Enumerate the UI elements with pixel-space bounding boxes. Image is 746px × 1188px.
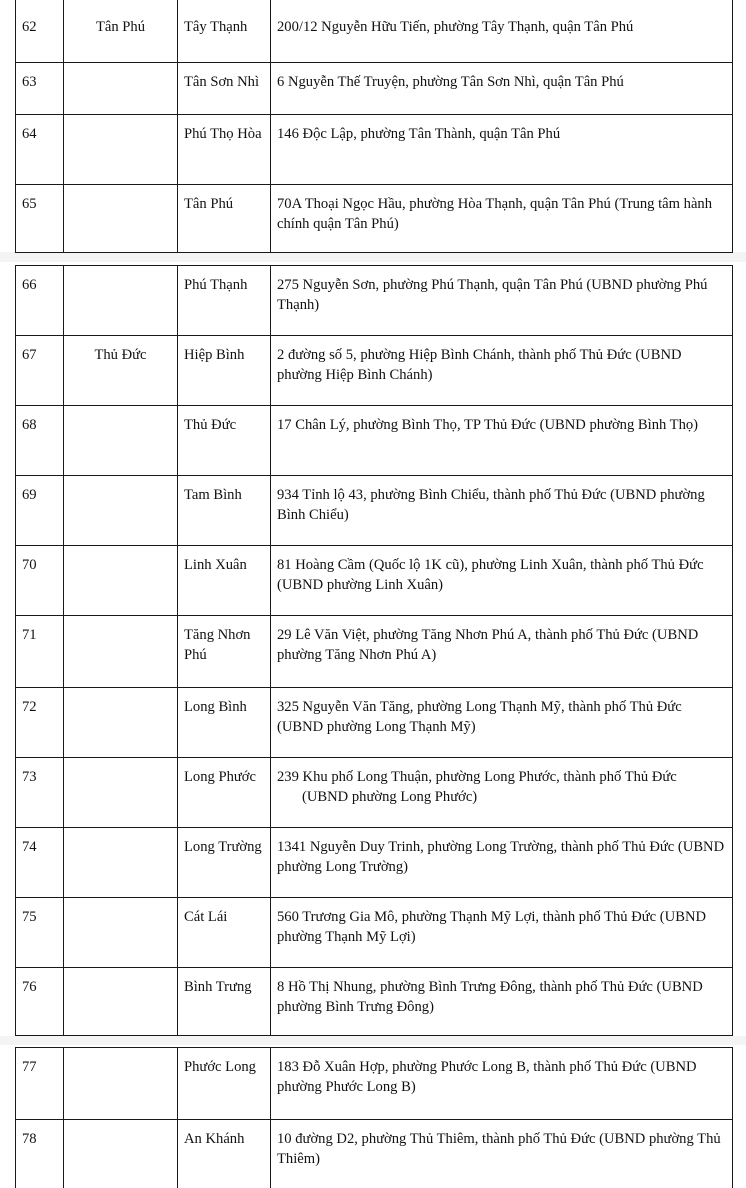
- ward-cell: Phú Thạnh: [178, 266, 271, 336]
- row-number: 77: [16, 1048, 64, 1120]
- ward-cell: Long Trường: [178, 828, 271, 898]
- table-row: [16, 828, 733, 898]
- ward-cell: Tăng Nhơn Phú: [178, 616, 271, 688]
- district-cell: [64, 63, 178, 115]
- address-cell: 70A Thoại Ngọc Hầu, phường Hòa Thạnh, quận Tân Phú (Trung tâm hành chính quận Tân Phú): [271, 185, 733, 253]
- table-row: [16, 1048, 733, 1120]
- row-number: 63: [16, 63, 64, 115]
- district-cell: [64, 898, 178, 968]
- table-row: [16, 476, 733, 546]
- row-number: 70: [16, 546, 64, 616]
- address-cell: 934 Tỉnh lộ 43, phường Bình Chiểu, thành phố Thủ Đức (UBND phường Bình Chiểu): [271, 476, 733, 546]
- ward-cell: Bình Trưng: [178, 968, 271, 1036]
- row-number: 78: [16, 1120, 64, 1188]
- district-cell: [64, 406, 178, 476]
- district-cell: [64, 115, 178, 185]
- table-row: [16, 616, 733, 688]
- row-number: 64: [16, 115, 64, 185]
- row-number: 68: [16, 406, 64, 476]
- district-cell: [64, 1120, 178, 1188]
- district-cell: [64, 968, 178, 1036]
- address-cell: 29 Lê Văn Việt, phường Tăng Nhơn Phú A, thành phố Thủ Đức (UBND phường Tăng Nhơn Phú A): [271, 616, 733, 688]
- district-cell: [64, 1048, 178, 1120]
- table-row: [16, 266, 733, 336]
- address-cell: 200/12 Nguyễn Hữu Tiến, phường Tây Thạnh, quận Tân Phú: [271, 0, 733, 63]
- district-cell: [64, 758, 178, 828]
- row-number: 66: [16, 266, 64, 336]
- row-number: 73: [16, 758, 64, 828]
- district-cell: [64, 185, 178, 253]
- ward-cell: Tân Phú: [178, 185, 271, 253]
- row-number: 76: [16, 968, 64, 1036]
- district-cell: Thủ Đức: [64, 336, 178, 406]
- table-row: [16, 898, 733, 968]
- address-cell: 1341 Nguyễn Duy Trinh, phường Long Trường, thành phố Thủ Đức (UBND phường Long Trường): [271, 828, 733, 898]
- address-cell: 81 Hoàng Cầm (Quốc lộ 1K cũ), phường Linh Xuân, thành phố Thủ Đức (UBND phường Linh Xuân): [271, 546, 733, 616]
- address-cell: 146 Độc Lập, phường Tân Thành, quận Tân Phú: [271, 115, 733, 185]
- address-cell: 10 đường D2, phường Thủ Thiêm, thành phố Thủ Đức (UBND phường Thủ Thiêm): [271, 1120, 733, 1188]
- table-row: [16, 758, 733, 828]
- row-number: 75: [16, 898, 64, 968]
- address-cell: 275 Nguyễn Sơn, phường Phú Thạnh, quận Tân Phú (UBND phường Phú Thạnh): [271, 266, 733, 336]
- row-number: 69: [16, 476, 64, 546]
- page-section-1: [0, 0, 746, 252]
- row-number: 72: [16, 688, 64, 758]
- address-cell: 2 đường số 5, phường Hiệp Bình Chánh, thành phố Thủ Đức (UBND phường Hiệp Bình Chánh): [271, 336, 733, 406]
- address-line: (UBND phường Long Phước): [302, 789, 478, 805]
- page-gap: [0, 1036, 746, 1045]
- address-cell: 6 Nguyễn Thế Truyện, phường Tân Sơn Nhì, quận Tân Phú: [271, 63, 733, 115]
- district-cell: [64, 616, 178, 688]
- address-cell: 560 Trương Gia Mô, phường Thạnh Mỹ Lợi, thành phố Thủ Đức (UBND phường Thạnh Mỹ Lợi): [271, 898, 733, 968]
- district-cell: [64, 476, 178, 546]
- table-row: [16, 63, 733, 115]
- table-row: [16, 0, 733, 63]
- ward-cell: Tam Bình: [178, 476, 271, 546]
- table-row: [16, 406, 733, 476]
- ward-cell: Tân Sơn Nhì: [178, 63, 271, 115]
- ward-cell: Linh Xuân: [178, 546, 271, 616]
- table-row: [16, 968, 733, 1036]
- row-number: 74: [16, 828, 64, 898]
- ward-cell: Long Phước: [178, 758, 271, 828]
- row-number: 62: [16, 0, 64, 63]
- address-line: 239 Khu phố Long Thuận, phường Long Phước, thành phố Thủ Đức: [277, 769, 677, 785]
- district-cell: Tân Phú: [64, 0, 178, 63]
- address-table-part-1: [15, 0, 733, 253]
- ward-cell: Long Bình: [178, 688, 271, 758]
- table-row: [16, 546, 733, 616]
- page-section-3: [0, 1045, 746, 1188]
- address-table-part-2: [15, 265, 733, 1036]
- page-gap: [0, 252, 746, 262]
- district-cell: [64, 546, 178, 616]
- table-row: [16, 688, 733, 758]
- ward-cell: Phước Long: [178, 1048, 271, 1120]
- table-row: [16, 115, 733, 185]
- ward-cell: Hiệp Bình: [178, 336, 271, 406]
- row-number: 65: [16, 185, 64, 253]
- table-row: [16, 1120, 733, 1188]
- ward-cell: Cát Lái: [178, 898, 271, 968]
- ward-cell: Thủ Đức: [178, 406, 271, 476]
- address-cell: 8 Hồ Thị Nhung, phường Bình Trưng Đông, thành phố Thủ Đức (UBND phường Bình Trưng Đông): [271, 968, 733, 1036]
- address-cell: 17 Chân Lý, phường Bình Thọ, TP Thủ Đức (UBND phường Bình Thọ): [271, 406, 733, 476]
- ward-cell: Phú Thọ Hòa: [178, 115, 271, 185]
- district-cell: [64, 266, 178, 336]
- district-cell: [64, 688, 178, 758]
- row-number: 71: [16, 616, 64, 688]
- address-table-part-3: [15, 1047, 733, 1188]
- address-cell: 183 Đỗ Xuân Hợp, phường Phước Long B, thành phố Thủ Đức (UBND phường Phước Long B): [271, 1048, 733, 1120]
- ward-cell: An Khánh: [178, 1120, 271, 1188]
- district-cell: [64, 828, 178, 898]
- row-number: 67: [16, 336, 64, 406]
- table-row: [16, 336, 733, 406]
- ward-cell: Tây Thạnh: [178, 0, 271, 63]
- address-cell: [271, 758, 733, 828]
- table-row: [16, 185, 733, 253]
- address-cell: 325 Nguyễn Văn Tăng, phường Long Thạnh Mỹ, thành phố Thủ Đức (UBND phường Long Thạnh Mỹ): [271, 688, 733, 758]
- page-section-2: [0, 262, 746, 1036]
